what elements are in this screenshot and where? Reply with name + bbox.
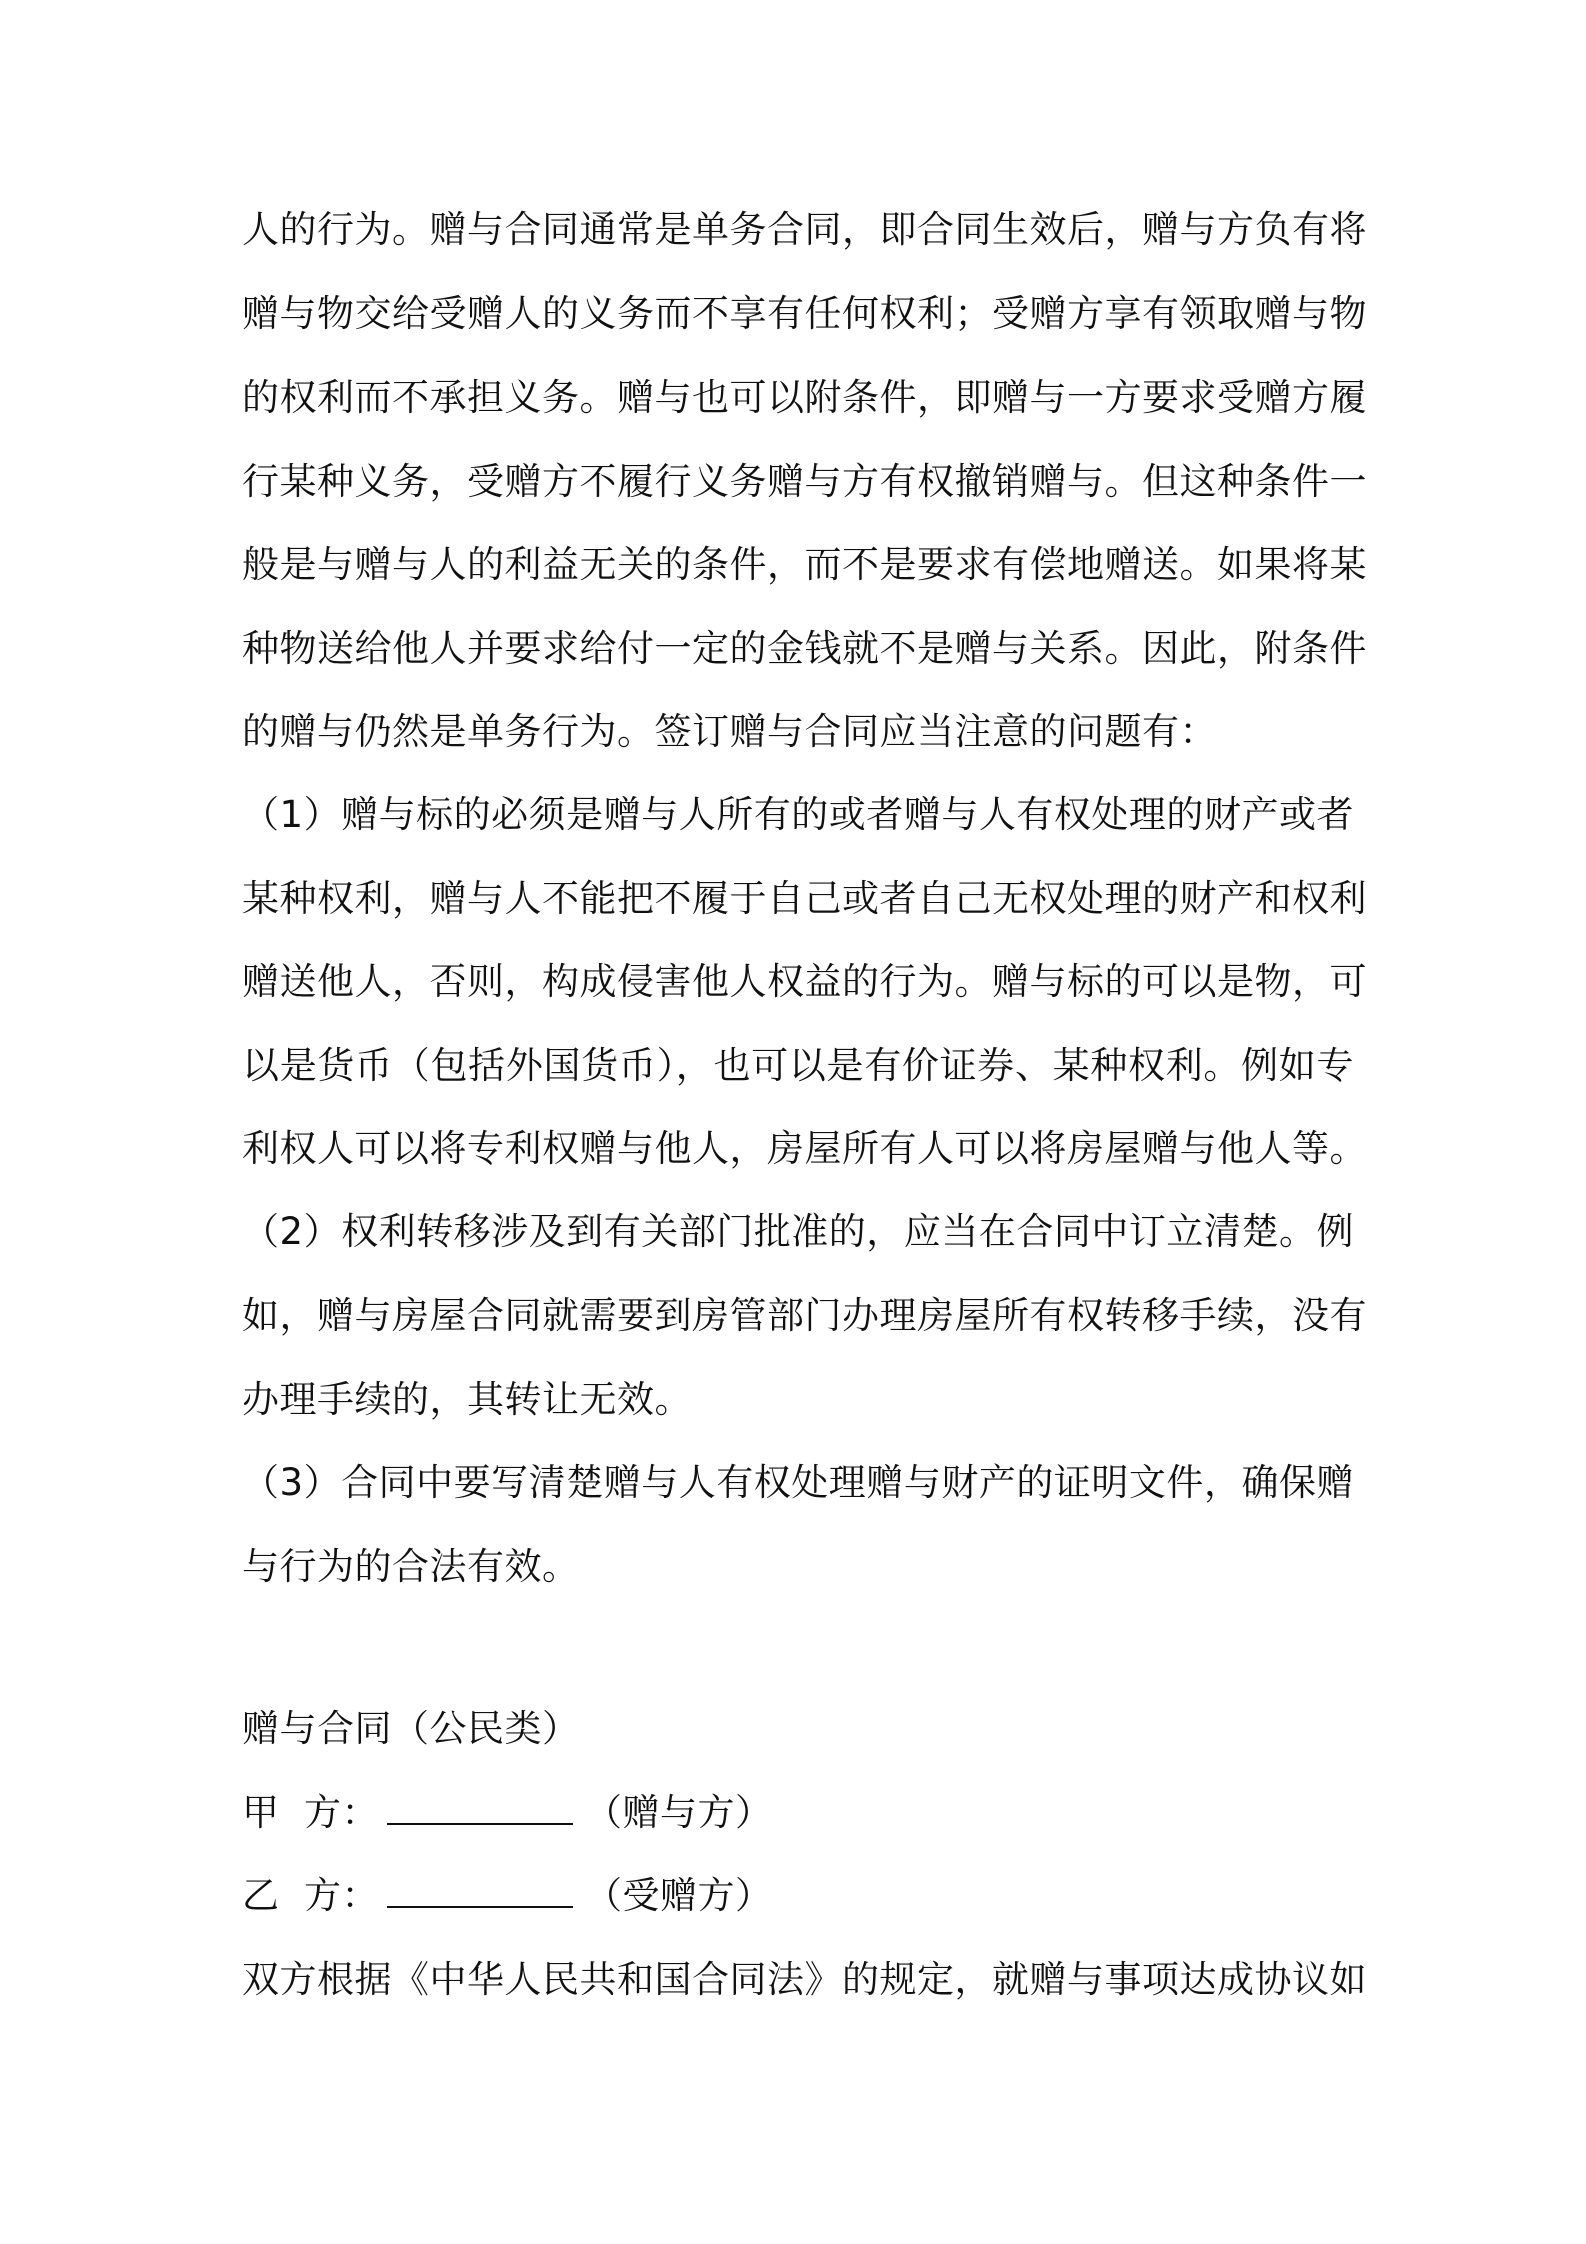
item-2-line-1: （2）权利转移涉及到有关部门批准的，应当在合同中订立清楚。例 (242, 1210, 1354, 1253)
body-line-3: 的权利而不承担义务。赠与也可以附条件，即赠与一方要求受赠方履 (242, 376, 1367, 419)
item-1-line-5: 利权人可以将专利权赠与他人，房屋所有人可以将房屋赠与他人等。 (242, 1127, 1367, 1170)
item-3-line-1: （3）合同中要写清楚赠与人有权处理赠与财产的证明文件，确保赠 (242, 1461, 1354, 1504)
body-line-7: 的赠与仍然是单务行为。签订赠与合同应当注意的问题有： (242, 710, 1217, 753)
body-line-4: 行某种义务，受赠方不履行义务赠与方有权撤销赠与。但这种条件一 (242, 460, 1367, 503)
party-b-label: 乙 方： (242, 1874, 380, 1917)
party-a-role: （赠与方） (585, 1791, 773, 1834)
party-a-label: 甲 方： (242, 1791, 380, 1834)
party-a-row (242, 1789, 773, 1837)
contract-preamble: 双方根据《中华人民共和国合同法》的规定，就赠与事项达成协议如 (242, 1958, 1367, 2001)
party-b-blank (387, 1876, 573, 1908)
item-1-line-3: 赠送他人，否则，构成侵害他人权益的行为。赠与标的可以是物，可 (242, 960, 1367, 1003)
contract-title: 赠与合同（公民类） (242, 1707, 580, 1750)
party-b-row (242, 1872, 773, 1920)
item-2-line-2: 如，赠与房屋合同就需要到房管部门办理房屋所有权转移手续，没有 (242, 1294, 1367, 1337)
body-line-1: 人的行为。赠与合同通常是单务合同，即合同生效后，赠与方负有将 (242, 208, 1367, 251)
body-line-2: 赠与物交给受赠人的义务而不享有任何权利；受赠方享有领取赠与物 (242, 292, 1367, 335)
item-1-line-1: （1）赠与标的必须是赠与人所有的或者赠与人有权处理的财产或者 (242, 793, 1354, 836)
body-line-5: 般是与赠与人的利益无关的条件，而不是要求有偿地赠送。如果将某 (242, 543, 1367, 586)
item-3-line-2: 与行为的合法有效。 (242, 1545, 580, 1588)
body-line-6: 种物送给他人并要求给付一定的金钱就不是赠与关系。因此，附条件 (242, 627, 1367, 670)
item-2-line-3: 办理手续的，其转让无效。 (242, 1378, 692, 1421)
item-1-line-2: 某种权利，赠与人不能把不履于自己或者自己无权处理的财产和权利 (242, 877, 1367, 920)
item-1-line-4: 以是货币（包括外国货币），也可以是有价证券、某种权利。例如专 (242, 1044, 1354, 1087)
party-b-role: （受赠方） (585, 1874, 773, 1917)
party-a-blank (387, 1793, 573, 1825)
